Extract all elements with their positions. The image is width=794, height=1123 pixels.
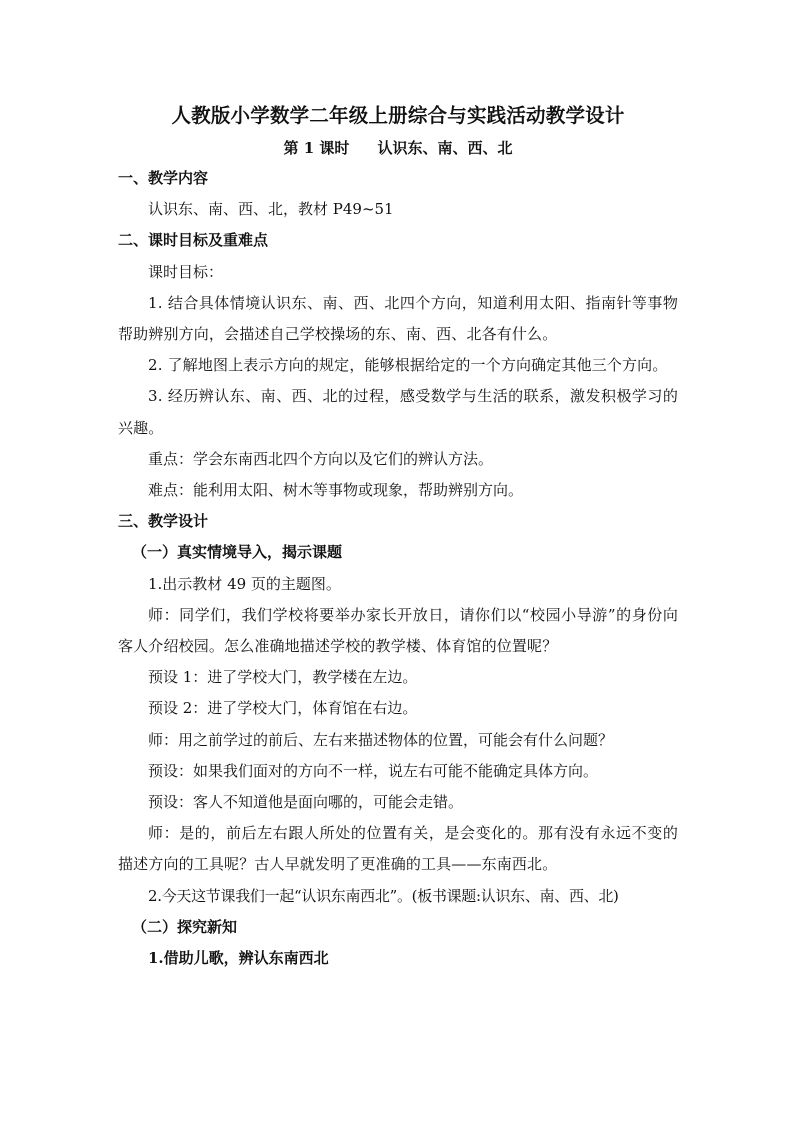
part2-sub1: 1.借助儿歌，辨认东南西北 [148, 949, 329, 968]
section1-heading: 一、教学内容 [118, 169, 209, 187]
difficulty: 难点：能利用太阳、树木等事物或现象，帮助辨别方向。 [148, 481, 524, 500]
part1-step1: 1.出示教材 49 页的主题图。 [148, 574, 341, 593]
teacher-remark-3: 师：是的，前后左右跟人所处的位置有关，是会变化的。那有没有永远不变的描述方向的工具呢？古人早就发明了更准确的工具——东南西北。 [118, 824, 678, 874]
part1-heading: （一）真实情境导入，揭示课题 [132, 543, 343, 562]
preset-4: 预设：客人不知道他是面向哪的，可能会走错。 [148, 793, 464, 812]
goal-3: 3. 经历辨认东、南、西、北的过程，感受数学与生活的联系，激发积极学习的兴趣。 [118, 387, 678, 437]
lesson-number: 第 1 课时 [283, 139, 350, 157]
key-point: 重点：学会东南西北四个方向以及它们的辨认方法。 [148, 449, 494, 468]
document-content [118, 101, 678, 974]
goals-label: 课时目标： [148, 262, 224, 281]
preset-3: 预设：如果我们面对的方向不一样，说左右可能不能确定具体方向。 [148, 761, 599, 780]
lesson-heading [118, 135, 678, 162]
document-title: 人教版小学数学二年级上册综合与实践活动教学设计 [171, 104, 625, 127]
part2-heading: （二）探究新知 [132, 917, 238, 936]
section1-body: 认识东、南、西、北，教材 P49~51 [148, 200, 394, 219]
preset-1: 预设 1：进了学校大门，教学楼在左边。 [148, 668, 418, 687]
teacher-remark-2: 师：用之前学过的前后、左右来描述物体的位置，可能会有什么问题？ [148, 730, 614, 749]
teacher-remark-1: 师：同学们，我们学校将要举办家长开放日，请你们以“校园小导游”的身份向客人介绍校园。怎么准确地描述学校的教学楼、体育馆的位置呢？ [118, 605, 678, 656]
preset-2: 预设 2：进了学校大门，体育馆在右边。 [148, 699, 418, 718]
lesson-title: 认识东、南、西、北 [377, 139, 513, 157]
goal-2: 2. 了解地图上表示方向的规定，能够根据给定的一个方向确定其他三个方向。 [148, 356, 668, 375]
section2-heading: 二、课时目标及重难点 [118, 231, 269, 250]
goal-1: 1. 结合具体情境认识东、南、西、北四个方向，知道利用太阳、指南针等事物帮助辨别方向，会描述自己学校操场的东、南、西、北各有什么。 [118, 293, 678, 344]
part1-step2: 2.今天这节课我们一起“认识东南西北”。(板书课题:认识东、南、西、北) [148, 886, 619, 905]
section3-heading: 三、教学设计 [118, 512, 209, 531]
